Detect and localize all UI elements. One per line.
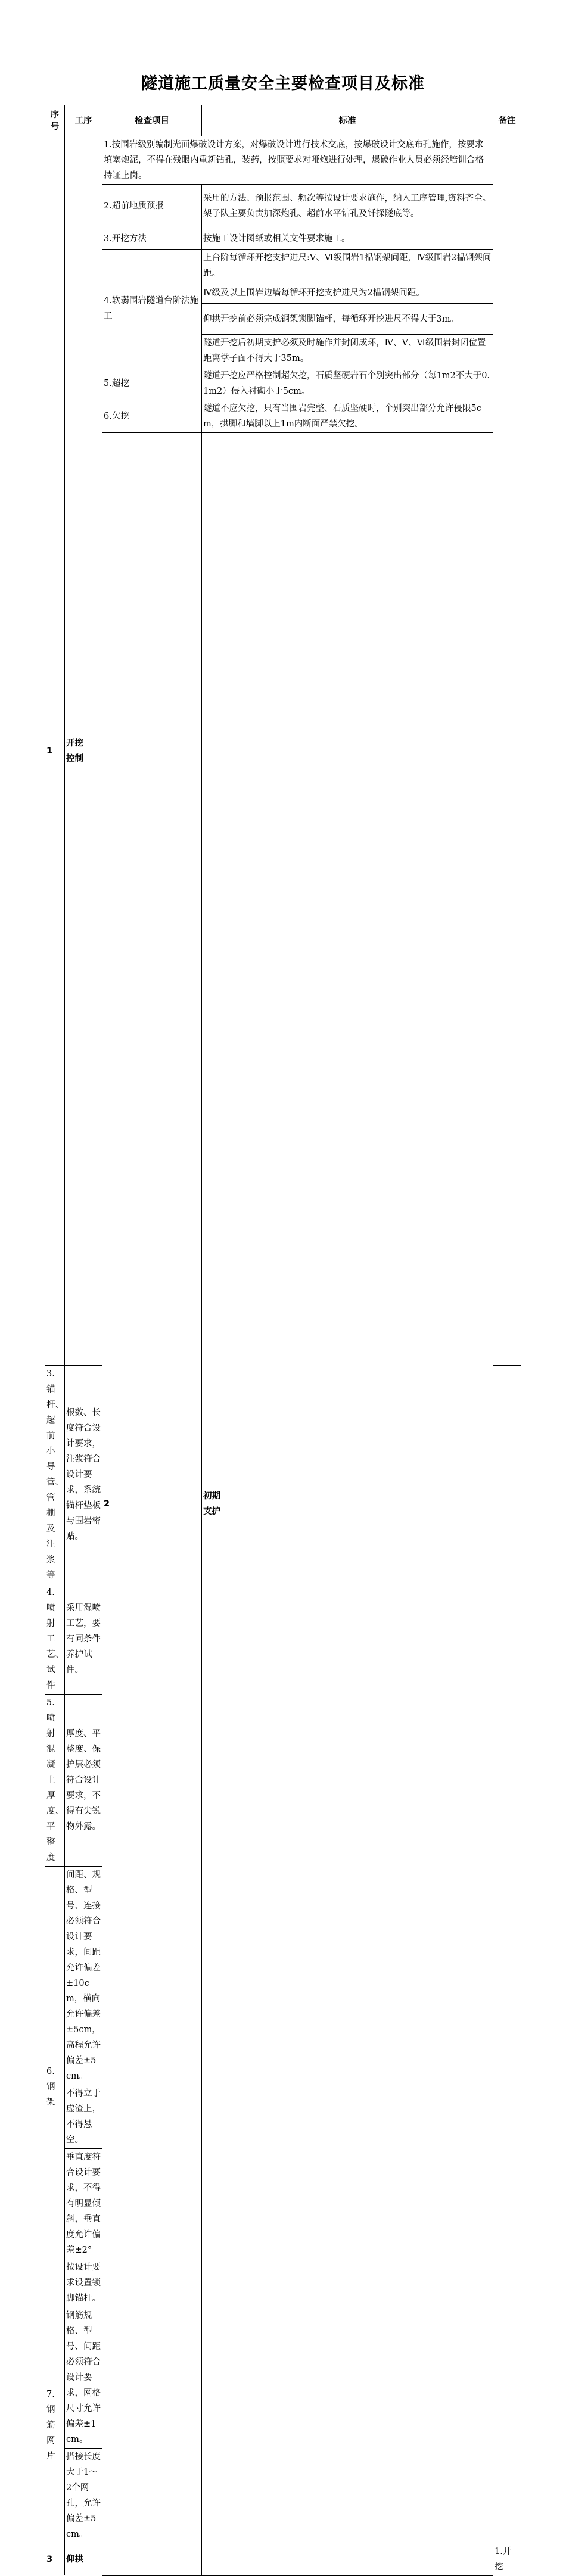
header-standard: 标准 — [202, 105, 493, 136]
check-item: 2.超前地质预报 — [102, 185, 202, 228]
header-seq: 序号 — [45, 105, 65, 136]
page-title: 隧道施工质量安全主要检查项目及标准 — [141, 74, 425, 93]
check-item: 6.欠挖 — [102, 400, 202, 433]
section-process: 仰拱 — [65, 2543, 102, 2576]
process-label: 初期支护 — [203, 1491, 220, 1517]
standard-text: 仰拱开挖前必须完成钢架锁脚锚杆，每循环开挖进尺不得大于3m。 — [202, 304, 493, 335]
standard-text: 垂直度符合设计要求，不得有明显倾斜，垂直度允许偏差±2° — [65, 2149, 102, 2259]
standard-text: 采用湿喷工艺，要有同条件养护试件。 — [65, 1584, 102, 1695]
section-seq: 1 — [45, 136, 65, 1366]
standard-text: 不得立于虚渣上，不得悬空。 — [65, 2085, 102, 2149]
standard-text: 按施工设计图纸或相关文件要求施工。 — [202, 228, 493, 250]
check-item: 6.钢架 — [45, 1867, 65, 2307]
check-item: 5.超挖 — [102, 367, 202, 400]
standard-text: 按设计要求设置锁脚锚杆。 — [65, 2259, 102, 2307]
check-item: 5.喷射混凝土厚度、平整度 — [45, 1695, 65, 1867]
standard-text: Ⅳ级及以上围岩边墙每循环开挖支护进尺为2榀钢架间距。 — [202, 282, 493, 304]
standard-text: 隧道开挖应严格控制超欠挖，石质坚硬岩石个别突出部分（每1m2不大于0.1m2）侵入衬砌小于5cm。 — [202, 367, 493, 400]
standard-text: 厚度、平整度、保护层必须符合设计要求，不得有尖锐物外露。 — [65, 1695, 102, 1867]
table-row — [45, 367, 521, 400]
section-seq: 2 — [102, 433, 202, 2576]
section-process — [65, 136, 102, 1366]
check-item: 4.软弱围岩隧道台阶法施工 — [102, 250, 202, 367]
table-row — [45, 136, 521, 185]
standard-full: 1.按围岩级别编制光面爆破设计方案，对爆破设计进行技术交底，按爆破设计交底布孔施作，按要求填塞炮泥，不得在残眼内重新钻孔，装药，按照要求对哑炮进行处理，爆破作业人员必须经培训合格持证上岗。 — [102, 136, 493, 185]
standard-text: 上台阶每循环开挖支护进尺:Ⅴ、Ⅵ级围岩1榀钢架间距，Ⅳ级围岩2榀钢架间距。 — [202, 250, 493, 282]
table-row — [45, 250, 521, 282]
standard-text: 隧道不应欠挖，只有当围岩完整、石质坚硬时，个别突出部分允许侵限5cm，拱脚和墙脚以上1m内断面严禁欠挖。 — [202, 400, 493, 433]
check-item: 4.喷射工艺、试件 — [45, 1584, 65, 1695]
check-item: 3.开挖方法 — [102, 228, 202, 250]
standard-text: 间距、规格、型号、连接必须符合设计要求，间距允许偏差±10cm，横向允许偏差±5cm，高程允许偏差±5cm。 — [65, 1867, 102, 2085]
standard-text: 采用的方法、预报范围、频次等按设计要求施作，纳入工序管理,资料齐全。架子队主要负责加深炮孔、超前水平钻孔及钎探隧底等。 — [202, 185, 493, 228]
note-cell — [493, 136, 521, 1366]
header-item: 检查项目 — [102, 105, 202, 136]
header-note: 备注 — [493, 105, 521, 136]
table-row — [45, 400, 521, 433]
standard-text: 钢筋规格、型号、间距必须符合设计要求，网格尺寸允许偏差±1cm。 — [65, 2307, 102, 2449]
standard-text: 隧道开挖后初期支护必须及时施作并封闭成环，Ⅳ、Ⅴ、Ⅵ级围岩封闭位置距离掌子面不得大于35m。 — [202, 335, 493, 367]
inspection-table — [45, 105, 521, 2576]
header-process: 工序 — [65, 105, 102, 136]
check-item: 3.锚杆、超前小导管、管棚及注浆等 — [45, 1366, 65, 1584]
table-row — [45, 433, 521, 1163]
standard-text: 根数、长度符合设计要求，注浆符合设计要求，系统锚杆垫板与围岩密贴。 — [65, 1366, 102, 1584]
table-row — [45, 185, 521, 228]
check-item: 7.钢筋网片 — [45, 2307, 65, 2543]
table-row — [45, 228, 521, 250]
check-item: 1.开挖 — [493, 2543, 521, 2576]
process-label: 开挖控制 — [66, 738, 83, 764]
section-process — [202, 433, 493, 2576]
section-seq: 3 — [45, 2543, 65, 2576]
standard-text: 搭接长度大于1～2个网孔，允许偏差±5cm。 — [65, 2449, 102, 2543]
